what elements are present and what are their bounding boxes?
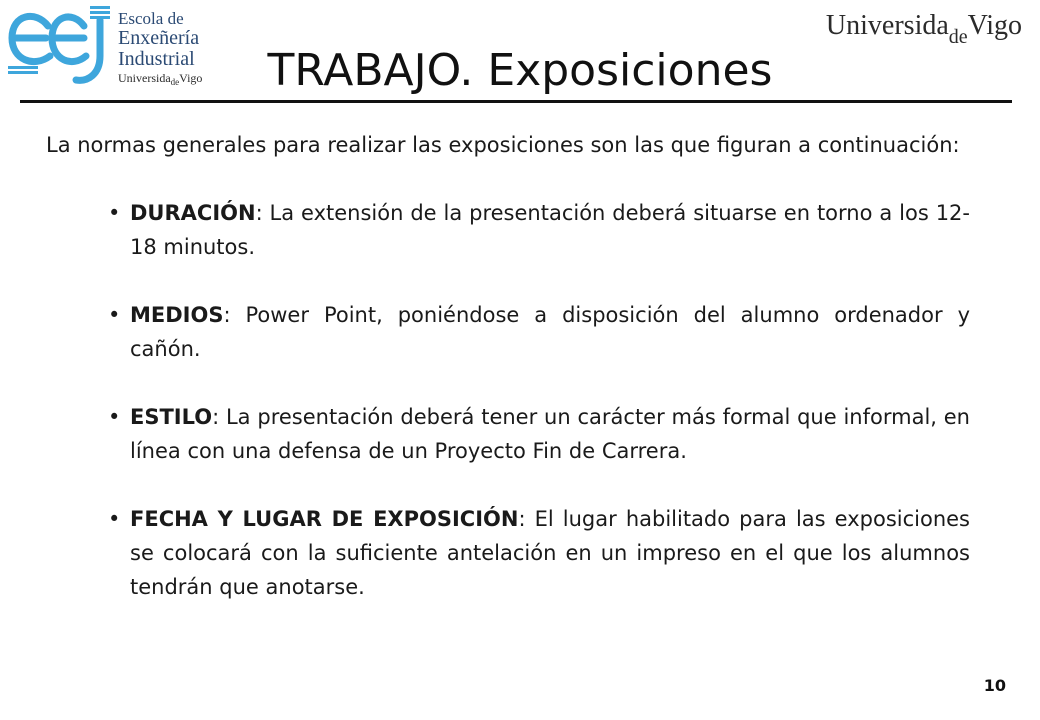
bullet-term: DURACIÓN [130,201,256,225]
bullet-item-estilo [46,400,970,468]
bullet-icon: • [108,201,121,225]
bullet-list [46,196,970,604]
bullet-text: : La extensión de la presentación deberá situarse en torno a los 12-18 minutos. [130,201,970,259]
title-underline [20,100,1012,103]
uvigo-logo-a: Universida [825,10,949,41]
eei-logo-line4-de: de [170,77,180,87]
bullet-term: ESTILO [130,405,213,429]
bullet-icon: • [108,507,121,531]
slide-body [46,128,970,638]
eei-logo-line4-b: Vigo [179,71,203,85]
bullet-icon: • [108,405,121,429]
page-number: 10 [983,676,1006,695]
bullet-term: MEDIOS [130,303,224,327]
bullet-icon: • [108,303,121,327]
eei-logo-line1: Escola de [118,9,184,28]
intro-paragraph: La normas generales para realizar las exposiciones son las que figuran a continuación: [46,133,960,157]
bullet-item-medios [46,298,970,366]
uvigo-logo [825,10,1022,48]
uvigo-logo-de: de [948,26,968,48]
eei-logo-line2: Enxeñería [118,27,200,49]
bullet-text: : La presentación deberá tener un carácter más formal que informal, en línea con una defensa de un Proyecto Fin de Carrera. [130,405,970,463]
eei-logo-line4-a: Universida [118,71,171,85]
bullet-text: : El lugar habilitado para las exposiciones se colocará con la suficiente antelación en un impreso en el que los alumnos tendrán que anotarse. [130,507,970,599]
slide-title: TRABAJO. Exposiciones [267,45,773,96]
bullet-text: : Power Point, poniéndose a disposición del alumno ordenador y cañón. [130,303,970,361]
uvigo-logo-b: Vigo [967,10,1022,41]
bullet-item-fecha-lugar [46,502,970,604]
bullet-term: FECHA Y LUGAR DE EXPOSICIÓN [130,507,519,531]
bullet-item-duracion [46,196,970,264]
eei-logo-line3: Industrial [118,48,195,70]
